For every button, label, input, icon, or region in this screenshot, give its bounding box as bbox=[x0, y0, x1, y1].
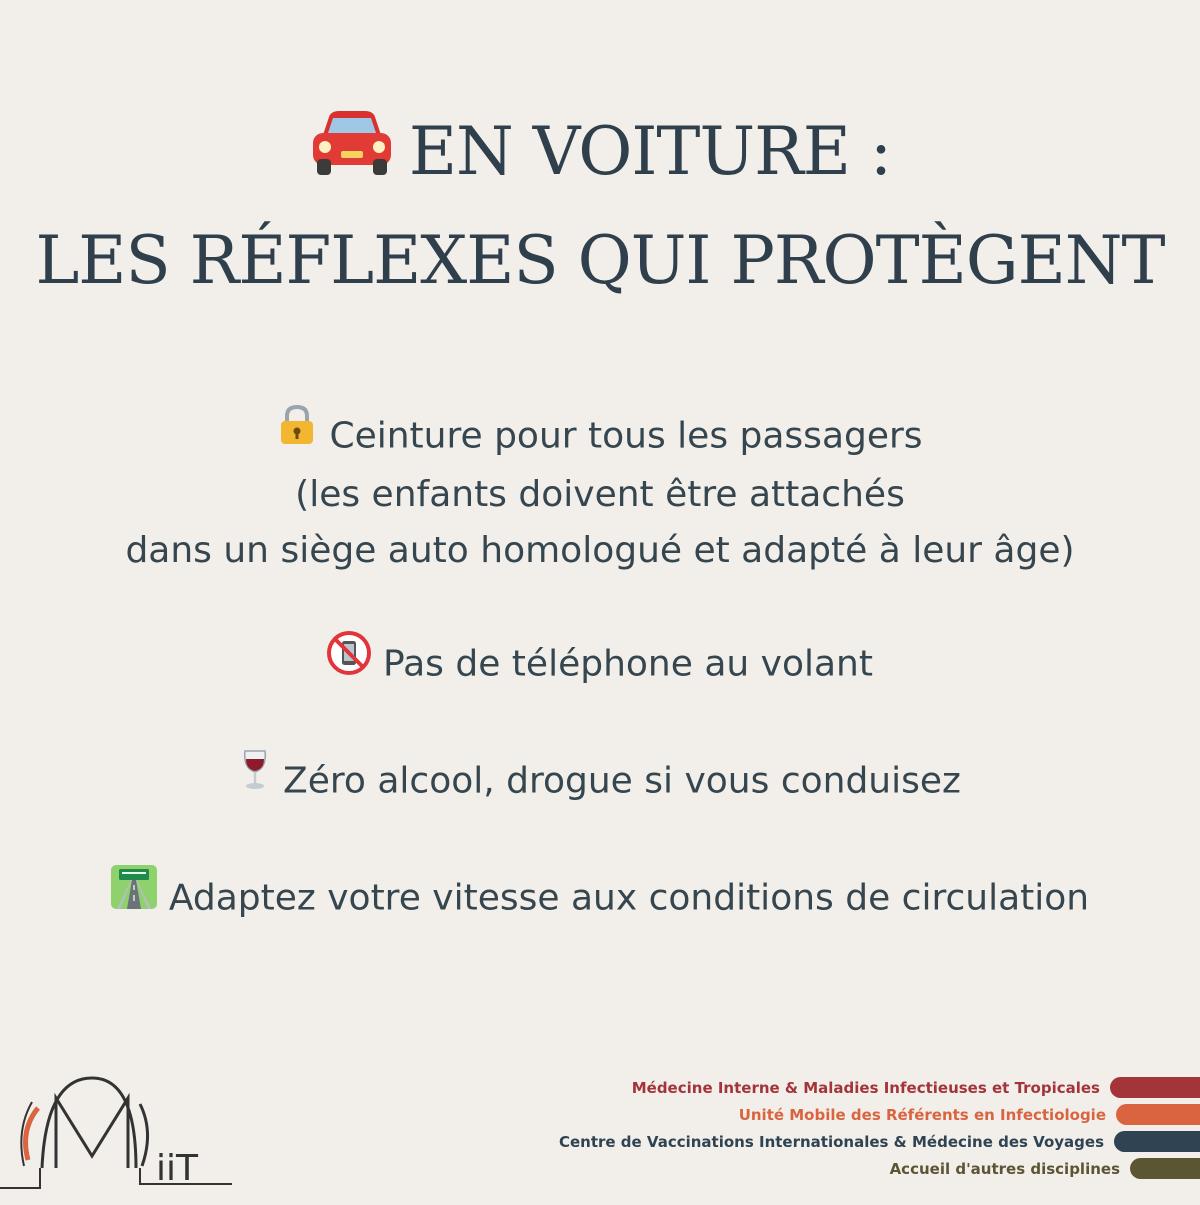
no-phone-icon bbox=[327, 631, 371, 692]
bullet-line: dans un siège auto homologué et adapté à leur âge) bbox=[125, 530, 1075, 571]
footer-label: Médecine Interne & Maladies Infectieuses et Tropicales bbox=[631, 1078, 1100, 1097]
footer-color-bar bbox=[1130, 1158, 1200, 1179]
car-icon bbox=[309, 105, 395, 209]
lock-icon bbox=[277, 404, 317, 463]
footer-color-bar bbox=[1110, 1077, 1200, 1098]
title-line-1 bbox=[0, 100, 1200, 209]
page-title bbox=[0, 100, 1200, 313]
highway-icon bbox=[111, 865, 157, 926]
bullet-no-phone bbox=[0, 635, 1200, 696]
footer-label: Accueil d'autres disciplines bbox=[889, 1159, 1120, 1178]
bullet-line: (les enfants doivent être attachés bbox=[295, 474, 905, 515]
bullet-text: Zéro alcool, drogue si vous conduisez bbox=[283, 760, 961, 802]
bullet-text: Pas de téléphone au volant bbox=[383, 643, 873, 685]
footer-item bbox=[540, 1128, 1200, 1155]
bullet-text: Ceinture pour tous les passagers bbox=[329, 415, 923, 457]
bullet-speed bbox=[0, 869, 1200, 930]
logo-suffix-text: iiT bbox=[156, 1148, 198, 1189]
footer-item bbox=[540, 1074, 1200, 1101]
bullet-line bbox=[0, 635, 1200, 696]
title-text-1: EN VOITURE : bbox=[408, 113, 892, 190]
miit-logo bbox=[0, 1068, 240, 1200]
footer-color-bar bbox=[1114, 1131, 1200, 1152]
bullet-line bbox=[0, 869, 1200, 930]
footer-item bbox=[540, 1101, 1200, 1128]
footer-label: Unité Mobile des Référents en Infectiologie bbox=[738, 1105, 1106, 1124]
bullet-seatbelt bbox=[0, 408, 1200, 579]
bullet-text: Adaptez votre vitesse aux conditions de circulation bbox=[168, 877, 1090, 919]
bullet-list bbox=[0, 408, 1200, 986]
wine-glass-icon bbox=[239, 748, 271, 809]
title-line-2: LES RÉFLEXES QUI PROTÈGENT bbox=[35, 222, 1165, 299]
bullet-line bbox=[0, 752, 1200, 813]
footer-legend bbox=[540, 1074, 1200, 1182]
footer-color-bar bbox=[1116, 1104, 1200, 1125]
bullet-line bbox=[0, 408, 1200, 467]
footer-item bbox=[540, 1155, 1200, 1182]
bullet-no-alcohol bbox=[0, 752, 1200, 813]
footer-label: Centre de Vaccinations Internationales & Médecine des Voyages bbox=[558, 1132, 1104, 1151]
